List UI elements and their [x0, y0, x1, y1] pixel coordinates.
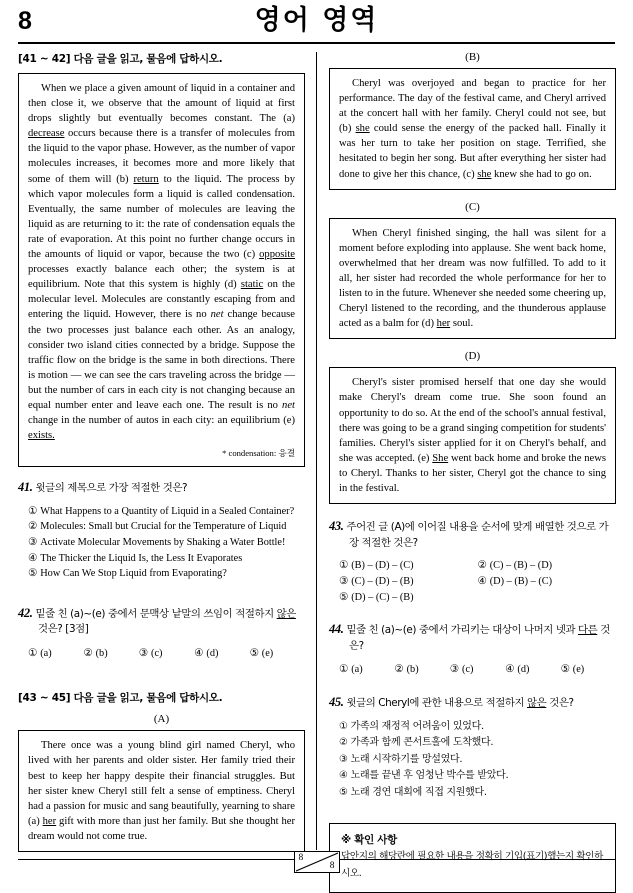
column-divider [316, 52, 317, 850]
question-42 [18, 606, 305, 662]
question-41-stem-text: 윗글의 제목으로 가장 적절한 것은? [35, 482, 188, 495]
passage-a-text: There once was a young blind girl named Cheryl, who lived with her parents and older sister. Her family tried their best to keep her happy despite their financial struggles. But her sister knew Cheryl still felt a sense of emptiness. Cheryl had a passion for music and sang beautifully, yearning to share (a) her gift with more than just her family. But she thought her dream would not come true. [28, 740, 295, 842]
choice-label: What Happens to a Quantity of Liquid in a Sealed Container? [40, 505, 295, 517]
choice-option[interactable] [194, 646, 249, 662]
choice-label: (D) – (C) – (B) [351, 591, 414, 603]
choice-label: (b) [406, 664, 419, 676]
passage-d-text: Cheryl's sister promised herself that one day she would make Cheryl's dream come true. She soon found an opportunity to do so. At the end of the school's annual festival, there was going to be a grand singing competition for students' families. Cheryl's sister applied for it on Cheryl's behalf, and she was accepted. (e) She went back home and broke the news to Cheryl. Thanks to her sister, Cheryl got the chance to sing in the festival. [339, 377, 606, 494]
choice-option[interactable] [339, 574, 478, 590]
passage-d-label: (D) [464, 350, 481, 363]
right-column [329, 50, 616, 893]
choice-option[interactable] [28, 535, 305, 551]
choice-label: How Can We Stop Liquid from Evaporating? [40, 568, 227, 580]
question-43 [329, 519, 616, 605]
question-43-number: 43. [329, 519, 344, 534]
choice-option[interactable] [339, 590, 478, 606]
question-43-stem [329, 519, 616, 551]
choice-label: 노래 시작하기를 망설였다. [350, 753, 463, 765]
exam-page [0, 6, 633, 887]
page-footer [0, 851, 633, 875]
choice-label: (b) [95, 647, 108, 659]
choice-option[interactable] [450, 662, 505, 678]
choice-marker: ⑤ [560, 664, 570, 676]
question-44-stem-after: 것은? [349, 624, 610, 652]
choice-marker: ① [339, 664, 349, 676]
header-divider [18, 42, 615, 44]
choice-marker: ⑤ [339, 591, 349, 603]
choice-option[interactable] [339, 785, 616, 802]
choice-label: (e) [572, 664, 585, 676]
choice-label: (c) [151, 647, 163, 659]
page-title: 영어 영역 [254, 5, 379, 36]
choice-marker: ② [339, 737, 348, 749]
choice-label: The Thicker the Liquid Is, the Less It Evaporates [40, 552, 243, 564]
notice-body: 답안지의 해당란에 필요한 내용을 정확히 기입(표기)했는지 확인하시오. [341, 851, 604, 880]
choice-option[interactable] [28, 551, 305, 567]
question-41-number: 41. [18, 480, 33, 495]
left-column [18, 50, 305, 852]
choice-label: (C) – (B) – (D) [489, 560, 553, 572]
choice-option[interactable] [250, 646, 305, 662]
choice-option[interactable] [28, 646, 83, 662]
choice-marker: ① [28, 505, 38, 517]
question-45-stem [329, 695, 616, 712]
choice-option[interactable] [339, 719, 616, 736]
question-45-choices [329, 719, 616, 802]
choice-marker: ⑤ [28, 568, 38, 580]
passage-a-box [18, 730, 305, 852]
question-42-stem-before: 밑줄 친 (a)~(e) 중에서 문맥상 낱말의 쓰임이 적절하지 [35, 607, 277, 620]
question-41-choices [18, 504, 305, 582]
passage-41-42-text: When we place a given amount of liquid in a container and then close it, we observe that the amount of liquid at first drops slightly but eventually becomes constant. The (a) decrease occurs because there is a transfer of molecules from the liquid to the vapor phase. However, as the number of vapor molecules increases, it becomes more and more likely that some of them will (b) return to the liquid. The process by which vapor molecules form a liquid is called condensation. Eventually, the same number of molecules are leaving the liquid as are returning to it: the rate of condensation equals the rate of evaporation. At this point no further change occurs in the amounts of liquid or vapor, because the two (c) opposite processes exactly balance each other; the system is at equilibrium. Note that this system is highly (d) static on the molecular level. Molecules are constantly escaping from and entering the liquid. However, there is no net change because the two processes just balance each other. As an analogy, consider two island cities connected by a bridge. Suppose the traffic flow on the bridge is the same in both directions. There is motion — we can see the cars traveling across the bridge — but the number of cars in each city is not changing because an equal number enter and leave each one. The result is no net change in the number of autos in each city: an equilibrium (e) exists. [28, 83, 295, 442]
notice-title: ※ 확인 사항 [341, 834, 397, 847]
choice-option[interactable] [561, 662, 616, 678]
choice-option[interactable] [478, 574, 617, 590]
question-44-choices [329, 662, 616, 678]
page-columns [18, 50, 615, 880]
choice-marker: ③ [138, 647, 149, 659]
passage-b-label: (B) [465, 51, 480, 63]
choice-option[interactable] [28, 519, 305, 535]
question-42-stem-after: 것은? [3점] [38, 623, 89, 636]
choice-label: (C) – (D) – (B) [351, 575, 414, 587]
question-45-number: 45. [329, 695, 344, 710]
choice-label: (d) [517, 664, 530, 676]
choice-label: 노래 경연 대회에 직접 지원했다. [350, 786, 487, 798]
choice-label: (a) [40, 647, 52, 659]
question-43-stem-text: 주어진 글 (A)에 이어질 내용을 순서에 맞게 배열한 것으로 가장 적절한 것은? [346, 521, 609, 549]
choice-marker: ④ [477, 575, 487, 587]
choice-option[interactable] [339, 735, 616, 752]
passage-c-box [329, 218, 616, 340]
choice-label: (D) – (B) – (C) [489, 575, 553, 587]
choice-marker: ③ [449, 664, 460, 676]
choice-marker: ① [339, 560, 349, 572]
choice-marker: ② [83, 647, 93, 659]
passage-b-box [329, 68, 616, 190]
choice-option[interactable] [394, 662, 449, 678]
choice-option[interactable] [505, 662, 560, 678]
choice-option[interactable] [339, 558, 478, 574]
question-44 [329, 622, 616, 678]
question-44-stem [329, 622, 616, 654]
passage-d-box [329, 367, 616, 504]
question-43-choices [329, 558, 616, 605]
choice-label: (B) – (D) – (C) [351, 560, 414, 572]
choice-marker: ④ [505, 664, 515, 676]
choice-option[interactable] [139, 646, 194, 662]
choice-label: (c) [462, 664, 474, 676]
choice-marker: ③ [28, 536, 38, 548]
choice-option[interactable] [339, 752, 616, 769]
choice-marker: ④ [339, 770, 348, 782]
choice-label: Activate Molecular Movements by Shaking a Water Bottle! [40, 536, 286, 548]
passage-c-label: (C) [465, 200, 480, 213]
question-41 [18, 480, 305, 581]
question-45 [329, 695, 616, 801]
footer-page-right: 8 [329, 861, 335, 871]
choice-marker: ① [28, 647, 38, 659]
choice-label: (a) [351, 664, 363, 676]
choice-label: 가족의 재정적 어려움이 있었다. [350, 720, 484, 732]
question-44-number: 44. [329, 622, 344, 637]
question-45-stem-emphasis: 않은 [527, 697, 547, 710]
choice-marker: ④ [28, 552, 38, 564]
question-41-stem [18, 480, 305, 497]
passage-c-text: When Cheryl finished singing, the hall was silent for a moment before exploding into applause. She went back home, overwhelmed that her dream was now fulfilled. To add to it all, her sister had recorded the whole performance for her to listen to in the future. Whenever she needed some cheering up, Cheryl listened to the recording, and the thunderous applause acted as a balm for (d) her soul. [339, 227, 606, 330]
passage-a-label: (A) [153, 713, 170, 726]
choice-option[interactable] [478, 558, 617, 574]
choice-marker: ③ [339, 753, 348, 765]
choice-label: Molecules: Small but Crucial for the Temperature of Liquid [40, 521, 287, 533]
question-45-stem-after: 것은? [546, 697, 574, 710]
question-44-stem-emphasis: 다른 [578, 624, 598, 637]
choice-marker: ③ [339, 575, 349, 587]
choice-label: 가족과 함께 콘서트홀에 도착했다. [350, 737, 494, 749]
question-42-stem-emphasis: 않은 [276, 607, 296, 620]
choice-marker: ② [394, 664, 404, 676]
passage-b-text: Cheryl was overjoyed and began to practice for her performance. The day of the festival came, and Cheryl arrived at the concert hall with her family. Cheryl could not see, but (b) she could sense the energy of the packed hall. Finally it was her turn to take her position on stage. Terrified, she hesitated to begin her song. But after everything her sister had done to give her this chance, (c) she knew she had to go on. [339, 78, 606, 180]
passage-41-42-box [18, 73, 305, 467]
question-42-number: 42. [18, 605, 33, 620]
passage-footnote: * condensation: 응결 [222, 448, 295, 459]
choice-label: 노래를 끝낸 후 엄청난 박수를 받았다. [350, 770, 509, 782]
question-42-stem [18, 606, 305, 638]
footer-page-left: 8 [298, 853, 304, 863]
header-page-number: 8 [18, 7, 32, 35]
choice-marker: ⑤ [249, 647, 259, 659]
directive-41-42: [41 ~ 42] 다음 글을 읽고, 물음에 답하시오. [18, 53, 223, 65]
choice-marker: ⑤ [339, 786, 348, 798]
choice-option[interactable] [28, 566, 305, 582]
choice-option[interactable] [339, 662, 394, 678]
page-header [18, 6, 615, 46]
question-42-choices [18, 646, 305, 662]
directive-43-45: [43 ~ 45] 다음 글을 읽고, 물음에 답하시오. [18, 692, 223, 705]
choice-option[interactable] [28, 504, 305, 520]
choice-label: (d) [206, 647, 219, 659]
choice-marker: ① [339, 720, 348, 732]
page-number-badge [294, 851, 340, 873]
choice-label: (e) [261, 647, 274, 659]
choice-option[interactable] [83, 646, 138, 662]
choice-option[interactable] [339, 768, 616, 785]
choice-marker: ④ [194, 647, 204, 659]
question-44-stem-before: 밑줄 친 (a)~(e) 중에서 가리키는 대상이 나머지 넷과 [346, 624, 579, 637]
choice-marker: ② [477, 560, 487, 572]
choice-marker: ② [28, 521, 38, 533]
question-45-stem-before: 윗글의 Cheryl에 관한 내용으로 적절하지 [346, 697, 528, 710]
